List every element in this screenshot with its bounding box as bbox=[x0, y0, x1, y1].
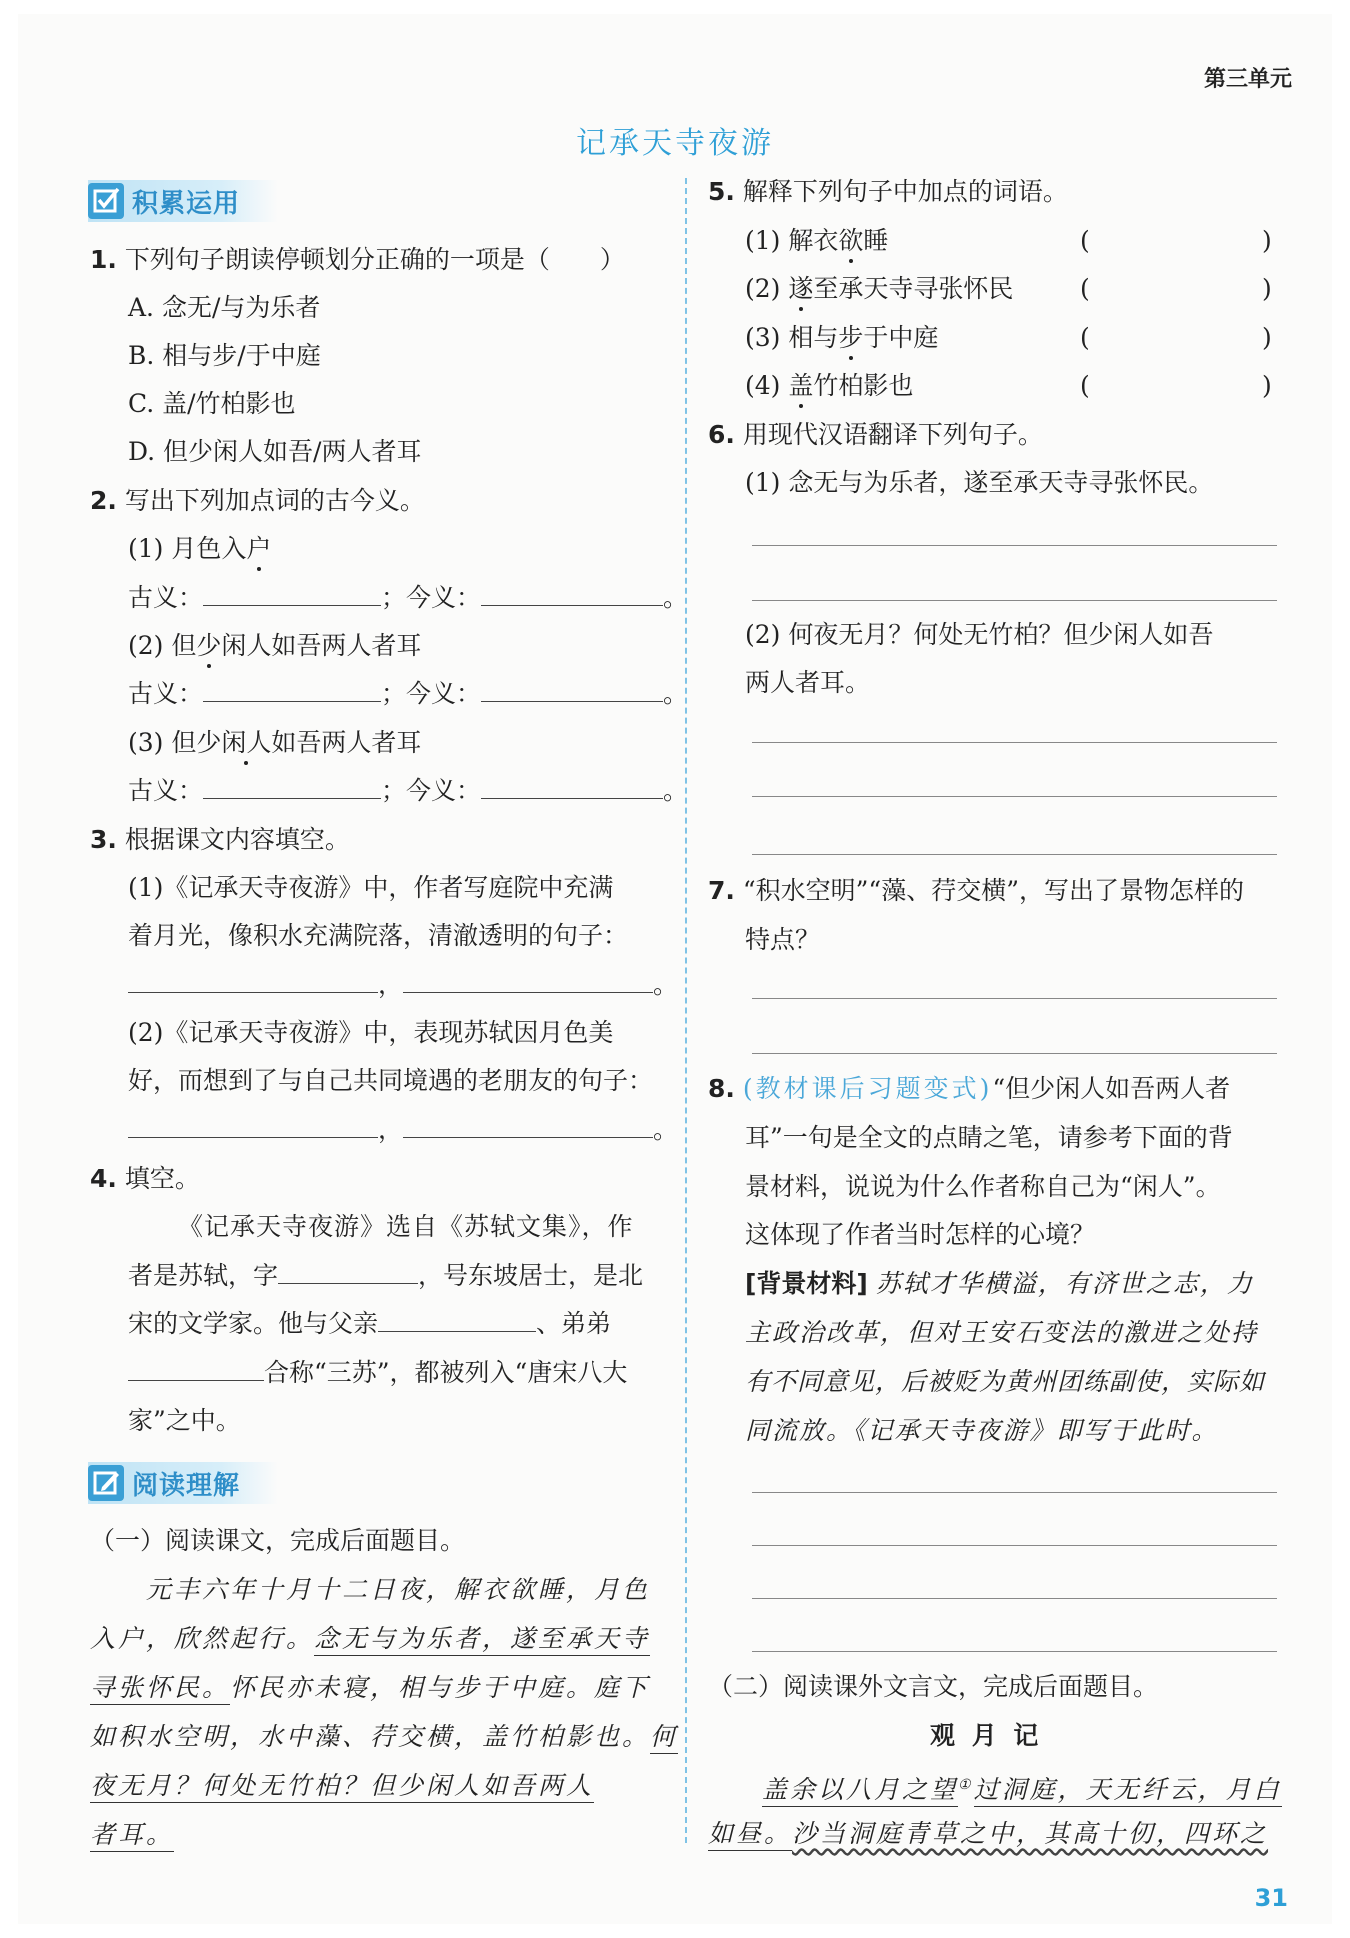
q1-option-c: C. 盖/竹柏影也 bbox=[128, 389, 296, 418]
q5-item-4: (4) 盖竹柏影也 bbox=[745, 371, 914, 400]
answer-line bbox=[752, 796, 1277, 797]
q3-p1-line1: (1)《记承天寺夜游》中，作者写庭院中充满 bbox=[128, 873, 614, 902]
q2-item-1: (1) 月色入户 bbox=[128, 534, 272, 563]
reading2-intro: （二）阅读课外文言文，完成后面题目。 bbox=[708, 1672, 1159, 1701]
q7-line2: 特点？ bbox=[745, 925, 821, 954]
q4-line4: 合称“三苏”，都被列入“唐宋八大 bbox=[128, 1356, 627, 1390]
q5-answer-open-4: ( bbox=[1080, 371, 1090, 400]
answer-line bbox=[752, 600, 1277, 601]
q2-answer-row-1: 古义： ；今义： 。 bbox=[128, 583, 689, 612]
q6-sentence-2a: (2) 何夜无月？何处无竹柏？但少闲人如吾 bbox=[745, 620, 1214, 649]
q4-line5: 家”之中。 bbox=[128, 1406, 241, 1435]
answer-line bbox=[752, 1545, 1277, 1546]
reading2-line1: 盖余以八月之望①过洞庭，天无纤云，月白 bbox=[762, 1768, 1282, 1807]
q2-answer-row-3: 古义： ；今义： 。 bbox=[128, 776, 689, 805]
q4-line3: 宋的文学家。他与父亲 、弟弟 bbox=[128, 1309, 612, 1338]
answer-line bbox=[752, 742, 1277, 743]
q8-background-2: 主政治改革，但对王安石变法的激进之处持 bbox=[745, 1318, 1259, 1347]
q2-item-3: (3) 但少闲人如吾两人者耳 bbox=[128, 728, 422, 757]
q8-line1: 8. (教材课后习题变式)“但少闲人如吾两人者 bbox=[708, 1074, 1231, 1103]
q7-line1: 7. “积水空明”“藻、荇交横”，写出了景物怎样的 bbox=[708, 876, 1244, 905]
q5-item-2: (2) 遂至承天寺寻张怀民 bbox=[745, 274, 1014, 303]
page-number: 31 bbox=[1254, 1884, 1288, 1912]
q8-background-4: 同流放。《记承天寺夜游》即写于此时。 bbox=[745, 1416, 1219, 1445]
checkbox-icon bbox=[88, 183, 124, 219]
answer-line bbox=[752, 1598, 1277, 1599]
answer-line bbox=[752, 1053, 1277, 1054]
passage-line3: 寻张怀民。怀民亦未寝，相与步于中庭。庭下 bbox=[90, 1671, 650, 1705]
q5-stem: 5. 解释下列句子中加点的词语。 bbox=[708, 177, 1068, 206]
q2-stem: 2. 写出下列加点词的古今义。 bbox=[90, 486, 425, 515]
q8-background-1: [背景材料] 苏轼才华横溢，有济世之志，力 bbox=[745, 1269, 1254, 1298]
q3-p1-line2: 着月光，像积水充满院落，清澈透明的句子： bbox=[128, 921, 629, 950]
q1-stem: 1. 下列句子朗读停顿划分正确的一项是（ ） bbox=[90, 245, 625, 274]
q6-sentence-1: (1) 念无与为乐者，遂至承天寺寻张怀民。 bbox=[745, 468, 1214, 497]
passage-line4: 如积水空明，水中藻、荇交横，盖竹柏影也。何 bbox=[90, 1720, 678, 1754]
answer-line bbox=[752, 1492, 1277, 1493]
q4-stem: 4. 填空。 bbox=[90, 1164, 200, 1193]
passage-line1: 元丰六年十月十二日夜，解衣欲睡，月色 bbox=[146, 1575, 651, 1604]
q3-p2-line1: (2)《记承天寺夜游》中，表现苏轼因月色美 bbox=[128, 1018, 614, 1047]
pencil-icon bbox=[88, 1465, 124, 1501]
q1-option-d: D. 但少闲人如吾/两人者耳 bbox=[128, 437, 422, 466]
q6-sentence-2b: 两人者耳。 bbox=[745, 668, 871, 697]
q8-line4: 这体现了作者当时怎样的心境？ bbox=[745, 1220, 1096, 1249]
q4-line2: 者是苏轼，字 ，号东坡居士，是北 bbox=[128, 1261, 644, 1290]
q3-stem: 3. 根据课文内容填空。 bbox=[90, 825, 350, 854]
reading2-line2: 如昼。沙当洞庭青草之中，其高十仞，四环之 bbox=[708, 1817, 1268, 1851]
section-accumulate bbox=[88, 180, 278, 222]
q2-answer-row-2: 古义： ；今义： 。 bbox=[128, 679, 689, 708]
answer-line bbox=[752, 545, 1277, 546]
q5-answer-close-2: ) bbox=[1262, 274, 1272, 303]
q4-line1: 《记承天寺夜游》选自《苏轼文集》，作 bbox=[178, 1212, 634, 1241]
q5-item-3: (3) 相与步于中庭 bbox=[745, 323, 939, 352]
q5-answer-open-2: ( bbox=[1080, 274, 1090, 303]
q1-option-a: A. 念无/与为乐者 bbox=[128, 293, 321, 322]
section-title: 阅读理解 bbox=[132, 1470, 241, 1501]
q5-answer-close-3: ) bbox=[1262, 323, 1272, 352]
q3-p1-blanks: ， 。 bbox=[128, 968, 678, 1002]
passage-line2: 入户，欣然起行。念无与为乐者，遂至承天寺 bbox=[90, 1622, 650, 1656]
q3-p2-line2: 好，而想到了与自己共同境遇的老朋友的句子： bbox=[128, 1066, 654, 1095]
q8-line2: 耳”一句是全文的点睛之笔，请参考下面的背 bbox=[745, 1123, 1233, 1152]
q5-answer-open-1: ( bbox=[1080, 226, 1090, 255]
q6-stem: 6. 用现代汉语翻译下列句子。 bbox=[708, 420, 1043, 449]
q5-item-1: (1) 解衣欲睡 bbox=[745, 226, 889, 255]
q3-p2-blanks: ， 。 bbox=[128, 1113, 678, 1147]
passage-line5: 夜无月？何处无竹柏？但少闲人如吾两人 bbox=[90, 1769, 594, 1803]
section-title: 积累运用 bbox=[132, 188, 241, 219]
answer-line bbox=[752, 998, 1277, 999]
section-reading bbox=[88, 1462, 278, 1504]
answer-line bbox=[752, 1651, 1277, 1652]
reading1-intro: （一）阅读课文，完成后面题目。 bbox=[90, 1526, 466, 1555]
reading2-title: 观 月 记 bbox=[930, 1721, 1043, 1750]
q8-line3: 景材料，说说为什么作者称自己为“闲人”。 bbox=[745, 1172, 1221, 1201]
q8-background-3: 有不同意见，后被贬为黄州团练副使，实际如 bbox=[745, 1367, 1266, 1396]
unit-label: 第三单元 bbox=[1203, 67, 1292, 92]
q2-item-2: (2) 但少闲人如吾两人者耳 bbox=[128, 631, 422, 660]
page-title: 记承天寺夜游 bbox=[576, 126, 774, 161]
q1-option-b: B. 相与步/于中庭 bbox=[128, 341, 321, 370]
column-divider bbox=[685, 178, 687, 1843]
passage-line6: 者耳。 bbox=[90, 1818, 174, 1852]
q5-answer-close-1: ) bbox=[1262, 226, 1272, 255]
answer-line bbox=[752, 854, 1277, 855]
q5-answer-open-3: ( bbox=[1080, 323, 1090, 352]
q5-answer-close-4: ) bbox=[1262, 371, 1272, 400]
